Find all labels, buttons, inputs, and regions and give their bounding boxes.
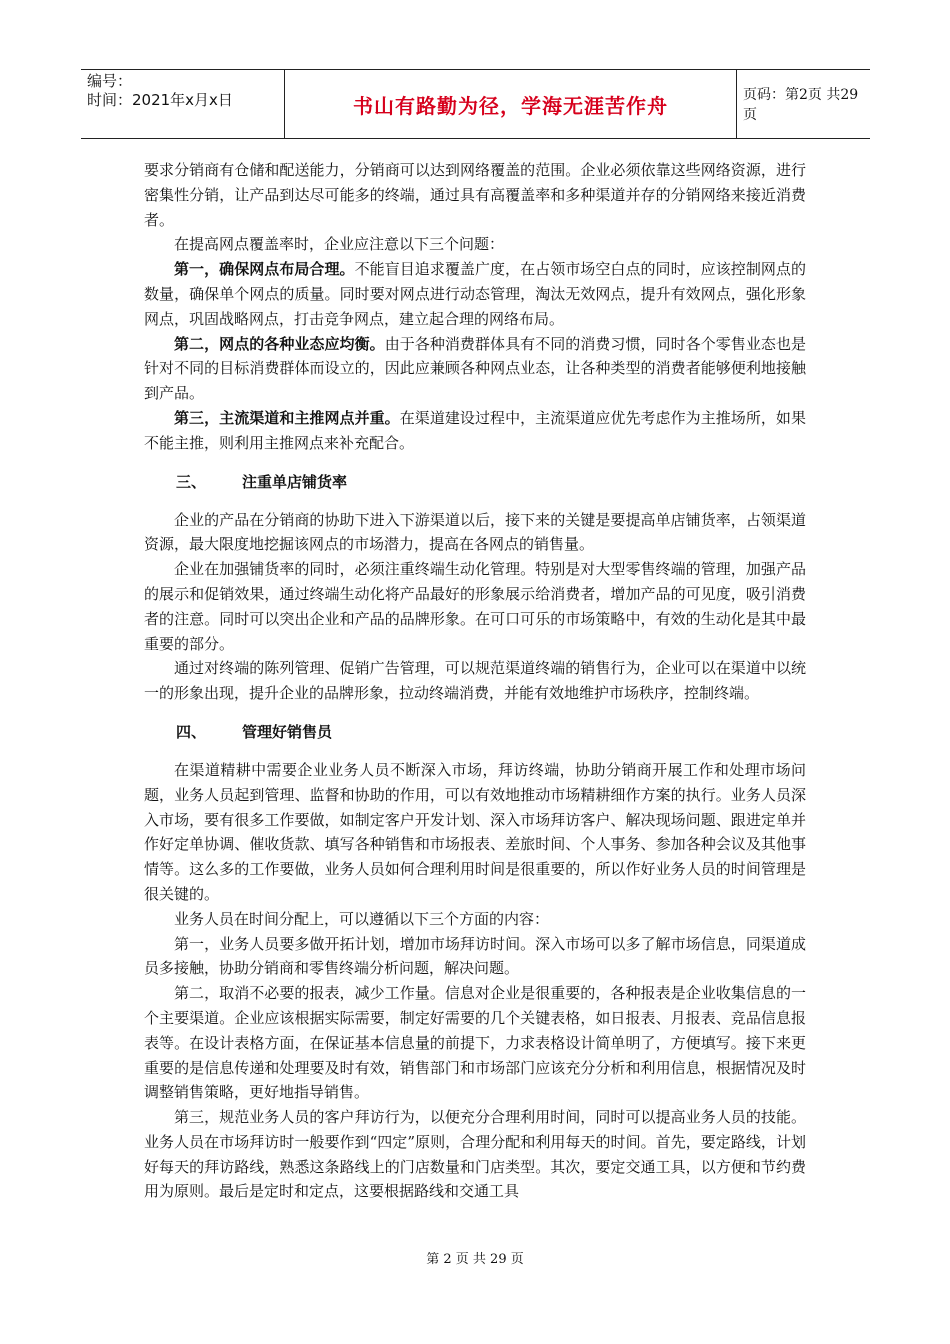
header-page-info: 页码：第2页 共29页 (743, 87, 859, 123)
page-header (81, 69, 870, 139)
paragraph-text: 不能盲目追求覆盖广度，在占领市场空白点的同时，应该控制网点的数量，确保单个网点的质量。同时要对网点进行动态管理，淘汰无效网点，提升有效网点，强化形象网点，巩固战略网点，打击竞争网点，建立起合理的网络布局。 (144, 260, 806, 328)
paragraph (144, 406, 806, 456)
paragraph (144, 257, 806, 331)
time-label: 时间：2021年x月x日 (87, 91, 233, 109)
paragraph: 要求分销商有仓储和配送能力，分销商可以达到网络覆盖的范围。企业必须依靠这些网络资源，进行密集性分销，让产品到达尽可能多的终端，通过具有高覆盖率和多种渠道并存的分销网络来接近消费者。 (144, 161, 806, 229)
section-title: 管理好销售员 (242, 722, 333, 741)
paragraph: 第一，业务人员要多做开拓计划，增加市场拜访时间。深入市场可以多了解市场信息，同渠道成员多接触，协助分销商和零售终端分析问题，解决问题。 (144, 934, 806, 978)
header-motto: 书山有路勤为径，学海无涯苦作舟 (284, 70, 737, 138)
bold-lead: 第三，主流渠道和主推网点并重。 (174, 408, 400, 427)
section-number: 三、 (176, 472, 207, 491)
paragraph (144, 332, 806, 406)
paragraph: 通过对终端的陈列管理、促销广告管理，可以规范渠道终端的销售行为，企业可以在渠道中以统一的形象出现，提升企业的品牌形象，拉动终端消费，并能有效地维护市场秩序，控制终端。 (144, 659, 806, 703)
document-body (144, 158, 806, 1204)
code-label: 编号： (87, 72, 133, 90)
paragraph: 在渠道精耕中需要企业业务人员不断深入市场，拜访终端，协助分销商开展工作和处理市场问题，业务人员起到管理、监督和协助的作用，可以有效地推动市场精耕细作方案的执行。业务人员深入市场，要有很多工作要做，如制定客户开发计划、深入市场拜访客户、解决现场问题、跟进定单并作好定单协调、催收货款、填写各种销售和市场报表、差旅时间、个人事务、参加各种会议及其他事情等。这么多的工作要做，业务人员如何合理利用时间是很重要的，所以作好业务人员的时间管理是很关键的。 (144, 760, 806, 903)
section-number: 四、 (176, 722, 207, 741)
page-footer: 第 2 页 共 29 页 (426, 1252, 524, 1267)
section-heading-3 (144, 470, 806, 494)
section-heading-4 (144, 720, 806, 744)
paragraph: 第三，规范业务人员的客户拜访行为，以便充分合理利用时间，同时可以提高业务人员的技能。业务人员在市场拜访时一般要作到“四定”原则，合理分配和利用每天的时间。首先，要定路线，计划好每天的拜访路线，熟悉这条路线上的门店数量和门店类型。其次，要定交通工具，以方便和节约费用为原则。最后是定时和定点，这要根据路线和交通工具 (144, 1108, 806, 1201)
bold-lead: 第二，网点的各种业态应均衡。 (174, 334, 385, 353)
paragraph: 企业的产品在分销商的协助下进入下游渠道以后，接下来的关键是要提高单店铺货率，占领渠道资源，最大限度地挖掘该网点的市场潜力，提高在各网点的销售量。 (144, 510, 806, 554)
paragraph-text: 由于各种消费群体具有不同的消费习惯，同时各个零售业态也是针对不同的目标消费群体而设立的，因此应兼顾各种网点业态，让各种类型的消费者能够便利地接触到产品。 (144, 334, 806, 403)
paragraph: 在提高网点覆盖率时，企业应注意以下三个问题： (174, 235, 505, 254)
paragraph: 第二，取消不必要的报表，减少工作量。信息对企业是很重要的，各种报表是企业收集信息的一个主要渠道。企业应该根据实际需要，制定好需要的几个关键表格，如日报表、月报表、竞品信息报表等。在设计表格方面，在保证基本信息量的前提下，力求表格设计简单明了，方便填写。接下来更重要的是信息传递和处理要及时有效，销售部门和市场部门应该充分分析和利用信息，根据情况及时调整销售策略，更好地指导销售。 (144, 984, 806, 1102)
paragraph: 业务人员在时间分配上，可以遵循以下三个方面的内容： (174, 909, 550, 928)
header-meta (81, 70, 284, 138)
bold-lead: 第一，确保网点布局合理。 (174, 260, 355, 279)
section-title: 注重单店铺货率 (242, 472, 348, 491)
paragraph-text: 在渠道建设过程中，主流渠道应优先考虑作为主推场所，如果不能主推，则利用主推网点来补充配合。 (144, 408, 806, 452)
paragraph: 企业在加强铺货率的同时，必须注重终端生动化管理。特别是对大型零售终端的管理，加强产品的展示和促销效果，通过终端生动化将产品最好的形象展示给消费者，增加产品的可见度，吸引消费者的注意。同时可以突出企业和产品的品牌形象。在可口可乐的市场策略中，有效的生动化是其中最重要的部分。 (144, 560, 806, 653)
